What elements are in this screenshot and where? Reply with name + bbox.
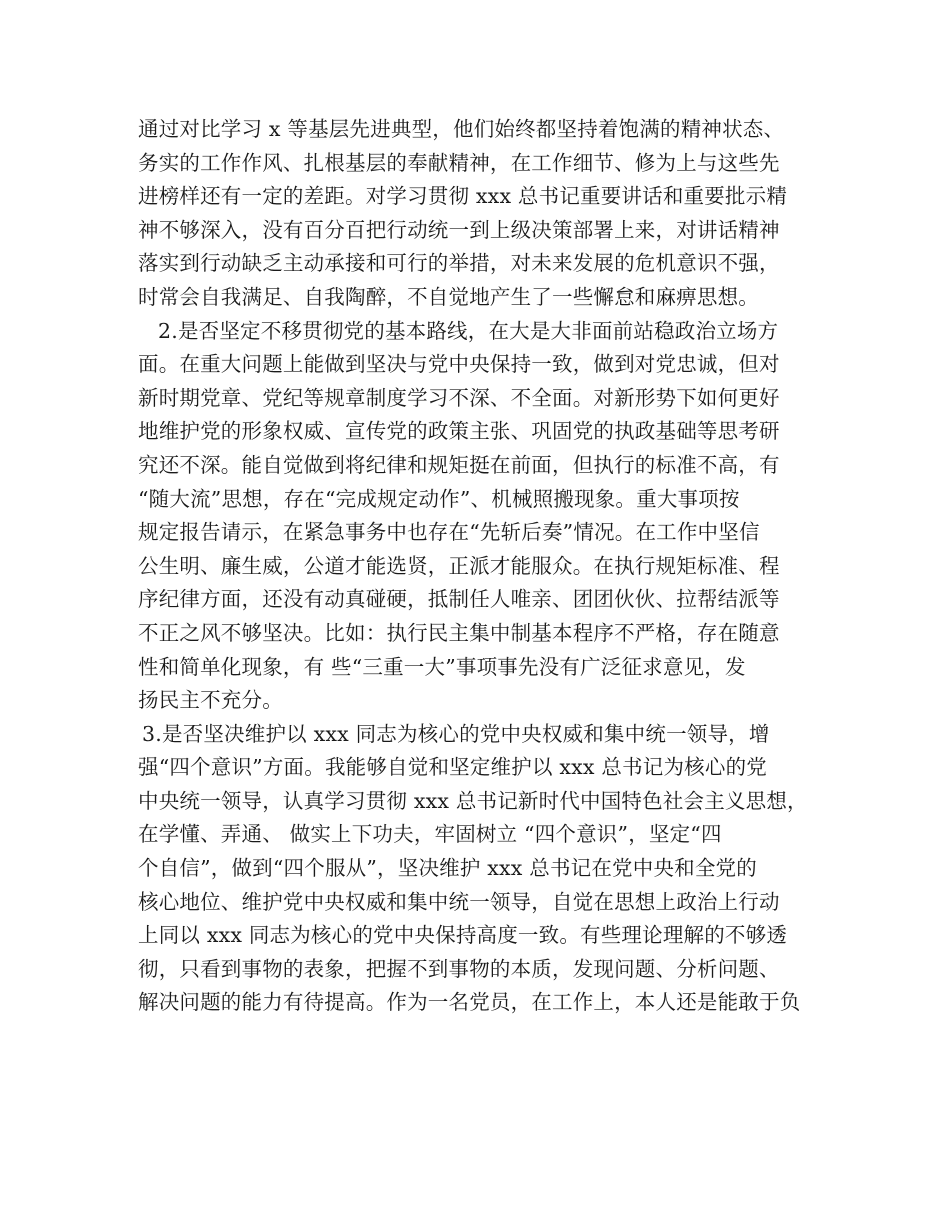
text-line: 解决问题的能力有待提高。作为一名党员，在工作上，本人还是能敢于负 xyxy=(138,990,801,1015)
section-2-heading-line: 2.是否坚定不移贯彻党的基本路线，在大是大非面前站稳政治立场方 xyxy=(158,318,779,343)
text-line: 进榜样还有一定的差距。对学习贯彻 xxx 总书记重要讲话和重要批示精 xyxy=(138,184,788,209)
text-line: 新时期党章、党纪等规章制度学习不深、不全面。对新形势下如何更好 xyxy=(138,385,780,410)
text-line: 扬民主不充分。 xyxy=(138,688,283,713)
text-line: 中央统一领导，认真学习贯彻 xxx 总书记新时代中国特色社会主义思想， xyxy=(138,788,808,813)
text-line: 上同以 xxx 同志为核心的党中央保持高度一致。有些理论理解的不够透 xyxy=(138,923,788,948)
text-line: 在学懂、弄通、 做实上下功夫，牢固树立 “四个意识”，坚定“四 xyxy=(138,822,722,847)
text-line: 落实到行动缺乏主动承接和可行的举措，对未来发展的危机意识不强， xyxy=(138,251,780,276)
text-line: 时常会自我满足、自我陶醉，不自觉地产生了一些懈怠和麻痹思想。 xyxy=(138,284,759,309)
text-line: 不正之风不够坚决。比如：执行民主集中制基本程序不严格，存在随意 xyxy=(138,620,780,645)
text-line: 序纪律方面，还没有动真碰硬，抵制任人唯亲、团团伙伙、拉帮结派等 xyxy=(138,587,780,612)
text-line: 核心地位、维护党中央权威和集中统一领导，自觉在思想上政治上行动 xyxy=(138,889,780,914)
text-line: 究还不深。能自觉做到将纪律和规矩挺在前面，但执行的标准不高，有 xyxy=(138,452,780,477)
text-line: 个自信”，做到“四个服从”，坚决维护 xxx 总书记在党中央和全党的 xyxy=(138,856,757,881)
section-3-heading-line: 3.是否坚决维护以 xxx 同志为核心的党中央权威和集中统一领导，增 xyxy=(142,721,770,746)
text-line: 强“四个意识”方面。我能够自觉和坚定维护以 xxx 总书记为核心的党 xyxy=(138,755,767,780)
text-line: 通过对比学习 x 等基层先进典型，他们始终都坚持着饱满的精神状态、 xyxy=(138,117,785,141)
text-line: 性和简单化现象，有 些“三重一大”事项事先没有广泛征求意见，发 xyxy=(138,654,746,679)
text-line: 规定报告请示，在紧急事务中也存在“先斩后奏”情况。在工作中坚信 xyxy=(138,520,760,545)
text-line: 彻，只看到事物的表象，把握不到事物的本质，发现问题、分析问题、 xyxy=(138,956,780,981)
text-line: 面。在重大问题上能做到坚决与党中央保持一致，做到对党忠诚，但对 xyxy=(138,352,780,377)
text-line: 公生明、廉生威，公道才能选贤，正派才能服众。在执行规矩标准、程 xyxy=(138,553,780,578)
text-line: 务实的工作作风、扎根基层的奉献精神，在工作细节、修为上与这些先 xyxy=(138,150,780,175)
text-line: 神不够深入，没有百分百把行动统一到上级决策部署上来，对讲话精神 xyxy=(138,217,780,242)
text-line: “随大流”思想，存在“完成规定动作”、机械照搬现象。重大事项按 xyxy=(138,486,740,511)
text-line: 地维护党的形象权威、宣传党的政策主张、巩固党的执政基础等思考研 xyxy=(138,419,780,444)
body-text xyxy=(138,113,838,1020)
